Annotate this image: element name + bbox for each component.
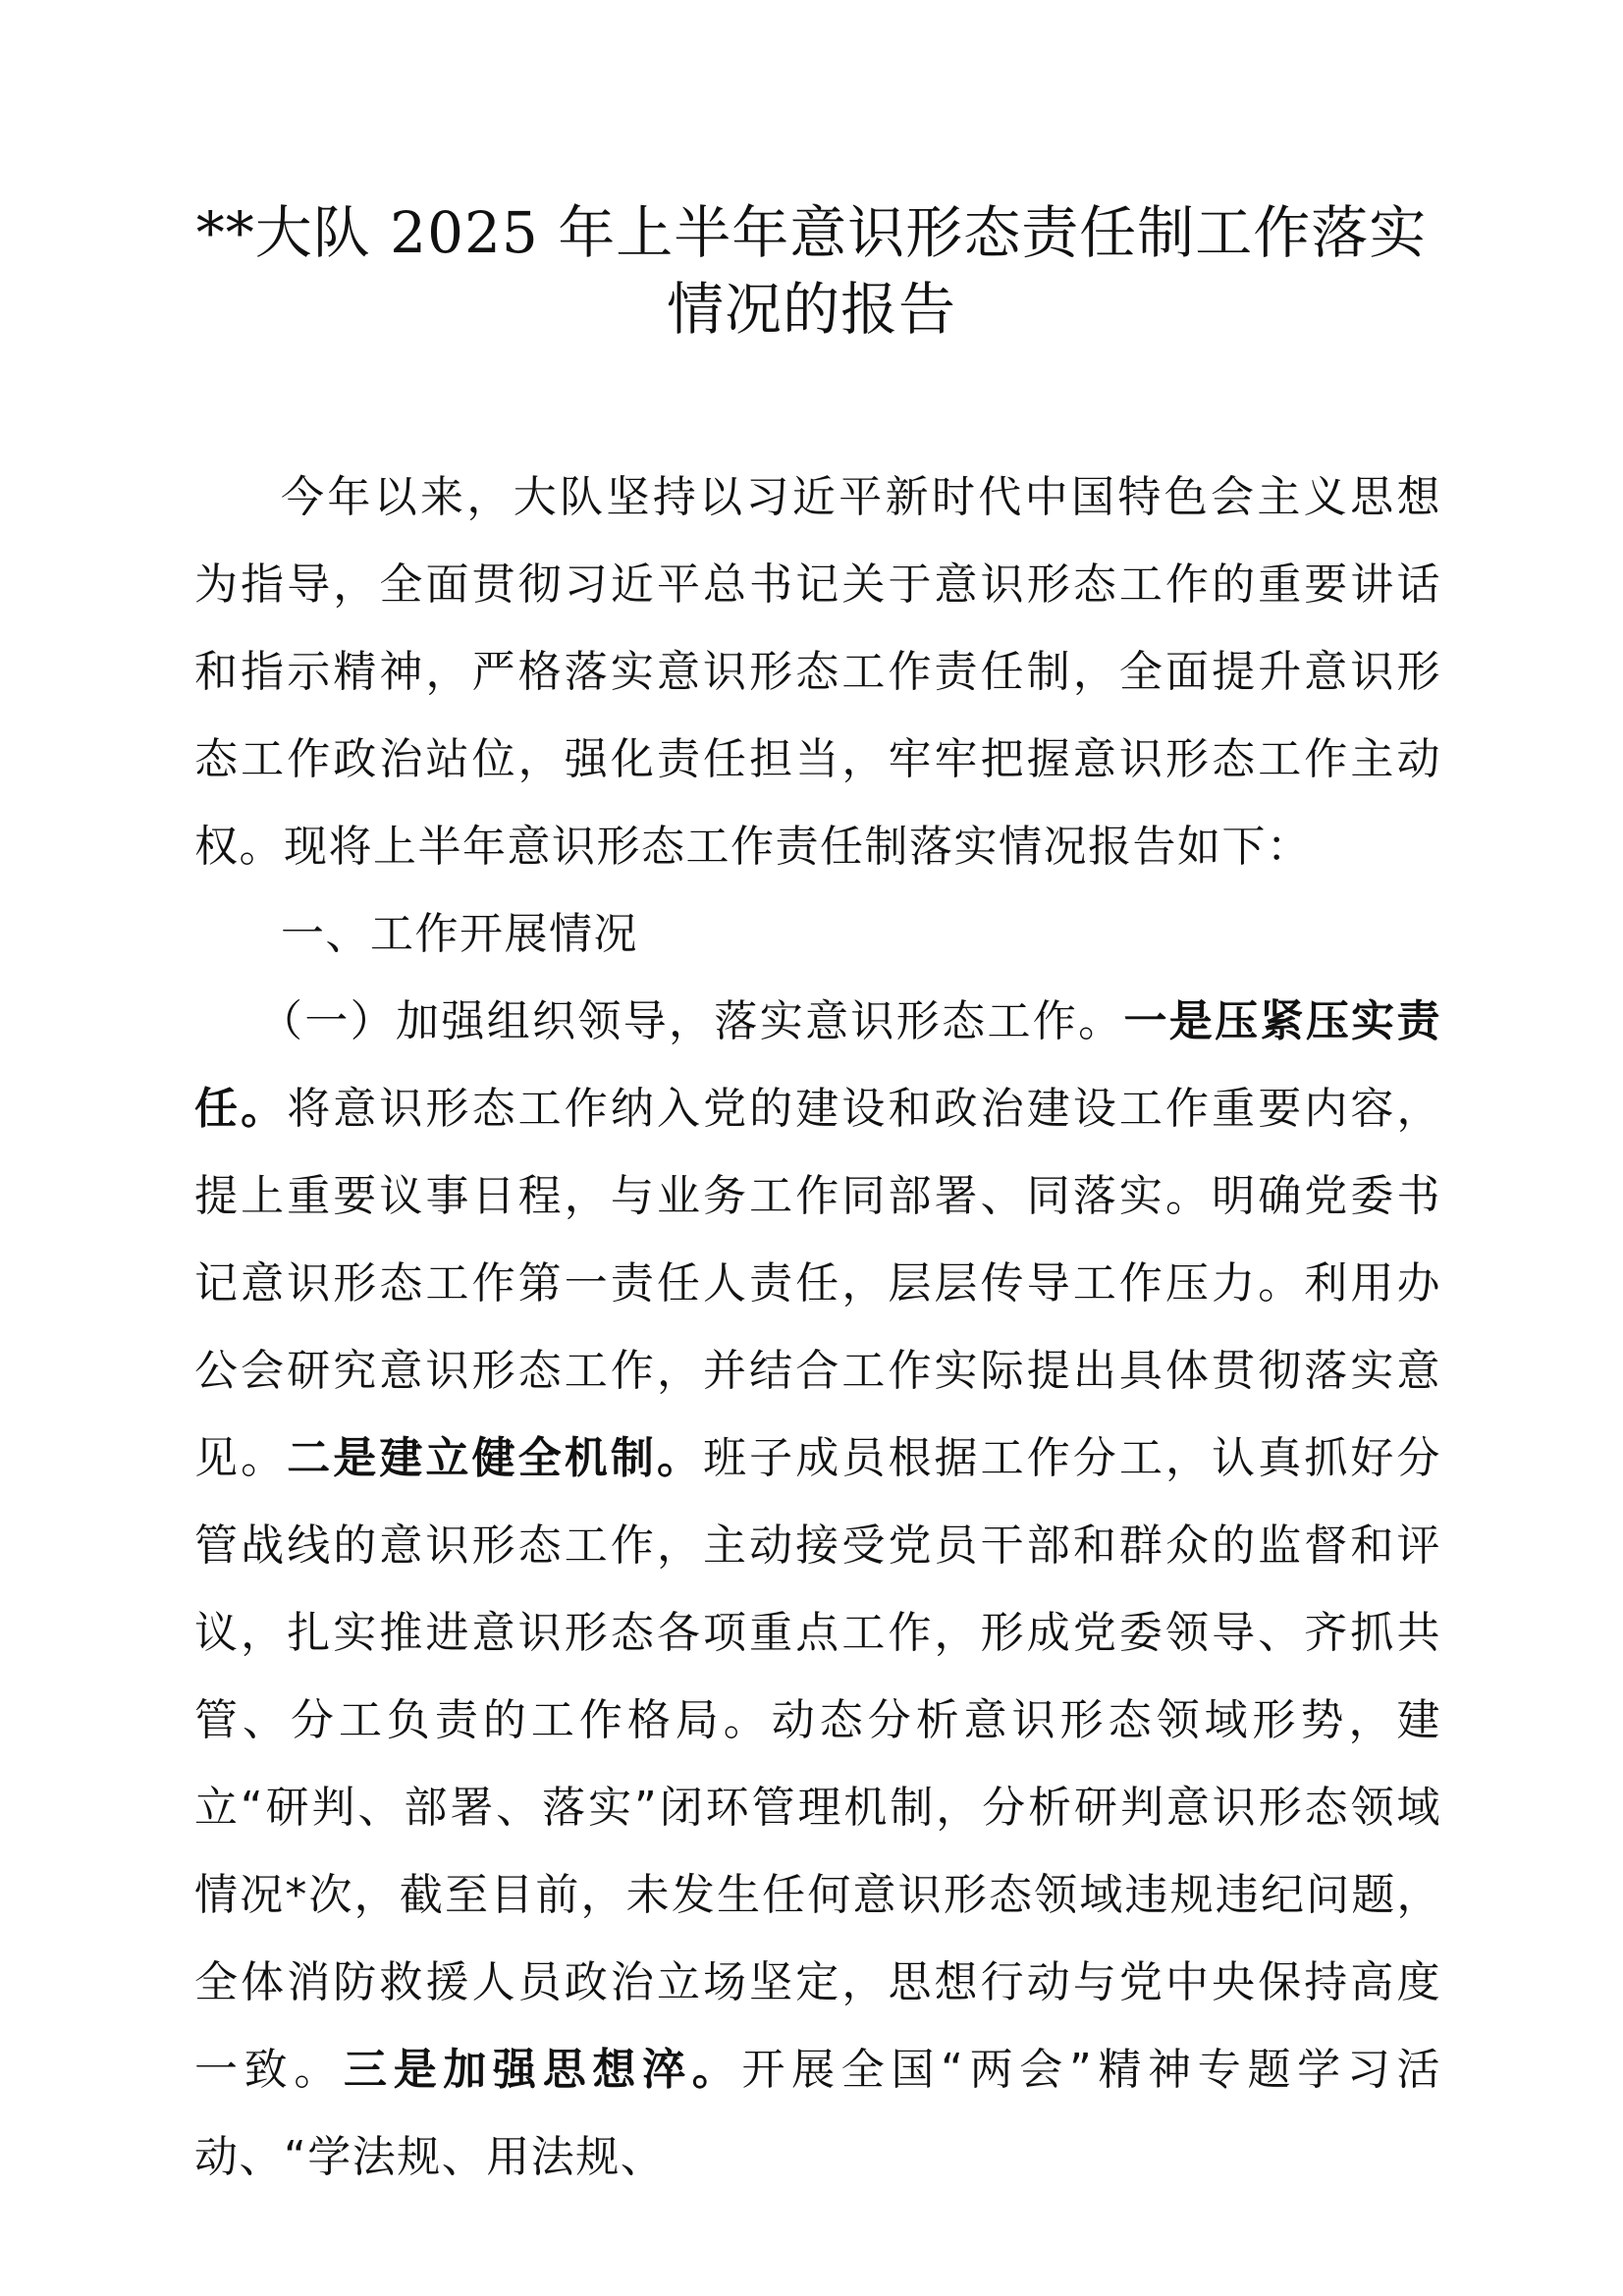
title-line-1: **大队 2025 年上半年意识形态责任制工作落实 <box>195 199 1428 266</box>
point-3-text: 开展全国“两会”精神专题学习活动、“学法规、用法规、 <box>194 2045 1442 2182</box>
title-line-2: 情况的报告 <box>666 276 956 343</box>
subsection-1-paragraph <box>194 978 1441 2201</box>
document-title <box>157 194 1466 347</box>
point-2-text: 班子成员根据工作分工，认真抓好分管战线的意识形态工作，主动接受党员干部和群众的监督和评议，扎实推进意识形态各项重点工作，形成党委领导、齐抓共管、分工负责的工作格局。动态分析意识形态领域形势，建立“研判、部署、落实”闭环管理机制，分析研判意识形态领域情况*次，截至目前，未发生任何意识形态领域违规违纪问题，全体消防救援人员政治立场坚定，思想行动与党中央保持高度一致。 <box>194 1433 1442 2095</box>
point-3-title: 三是加强思想淬。 <box>344 2045 742 2095</box>
point-1-text: 将意识形态工作纳入党的建设和政治建设工作重要内容，提上重要议事日程，与业务工作同部署、同落实。明确党委书记意识形态工作第一责任人责任，层层传导工作压力。利用办公会研究意识形态工作，并结合工作实际提出具体贯彻落实意见。 <box>194 1084 1442 1483</box>
document-body <box>194 454 1441 2201</box>
section-heading-1: 一、工作开展情况 <box>281 909 638 959</box>
intro-paragraph: 今年以来，大队坚持以习近平新时代中国特色会主义思想为指导，全面贯彻习近平总书记关于意识形态工作的重要讲话和指示精神，严格落实意识形态工作责任制，全面提升意识形态工作政治站位，强化责任担当，牢牢把握意识形态工作主动权。现将上半年意识形态工作责任制落实情况报告如下： <box>194 472 1441 872</box>
point-2-title: 二是建立健全机制。 <box>287 1433 704 1483</box>
point-1-title: 一是压紧压实责任。 <box>194 996 1442 1134</box>
subsection-1-lead: （一）加强组织领导，落实意识形态工作。 <box>259 996 1124 1046</box>
